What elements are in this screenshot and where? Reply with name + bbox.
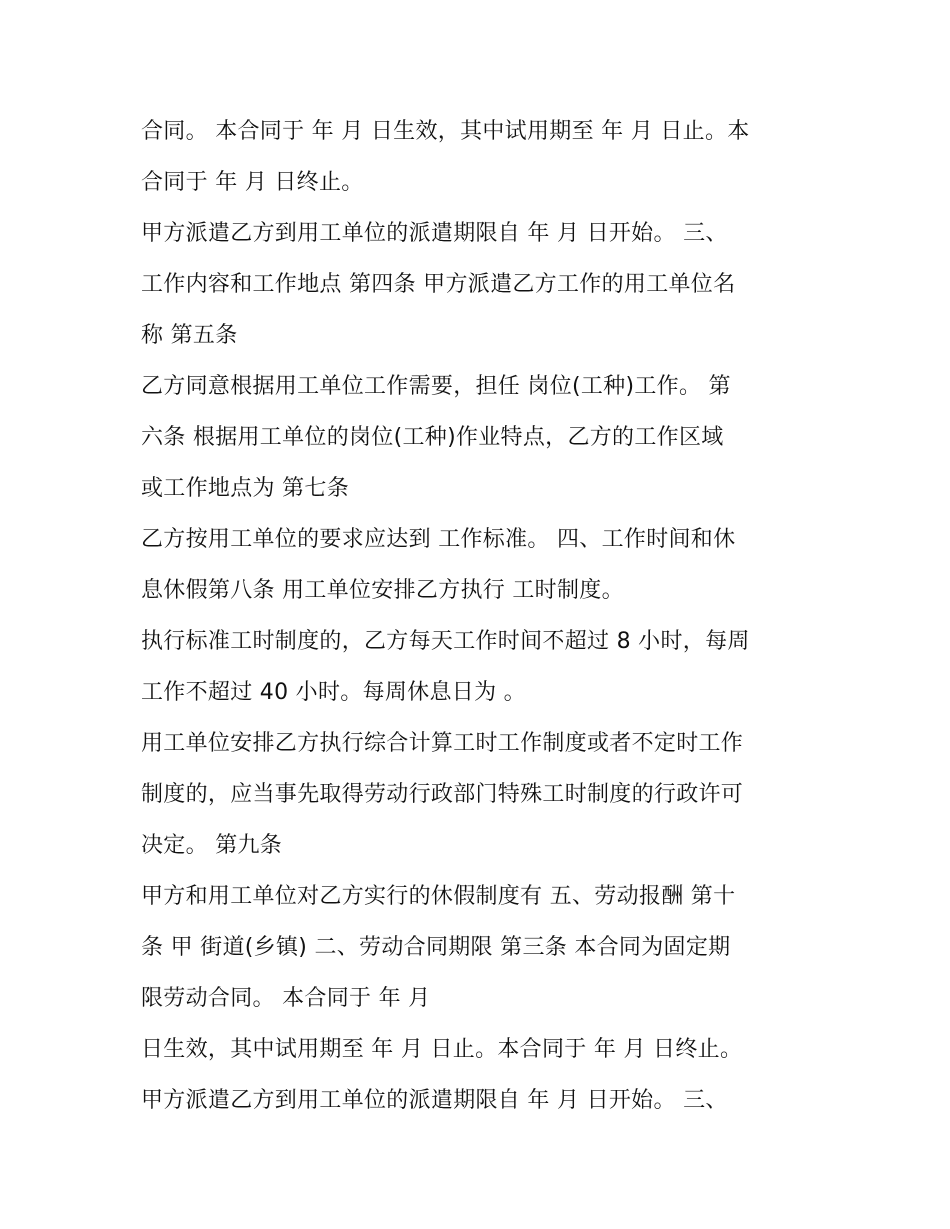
text-line: 工作内容和工作地点 第四条 甲方派遣乙方工作的用工单位名 [141,272,736,297]
text-line: 决定。 第九条 [141,833,283,858]
text-line: 乙方按用工单位的要求应达到 工作标准。 四、工作时间和休 [141,527,736,552]
text-line: 六条 根据用工单位的岗位(工种)作业特点，乙方的工作区域 [141,425,724,450]
text-line: 条 甲 街道(乡镇) 二、劳动合同期限 第三条 本合同为固定期 [141,935,731,960]
text-line: 甲方派遣乙方到用工单位的派遣期限自 年 月 日开始。 三、 [141,1088,728,1113]
text-line: 甲方和用工单位对乙方实行的休假制度有 五、劳动报酬 第十 [141,884,736,909]
text-line: 甲方派遣乙方到用工单位的派遣期限自 年 月 日开始。 三、 [141,221,728,246]
text-line: 合同。 本合同于 年 月 日生效，其中试用期至 年 月 日止。本 [141,119,750,144]
text-line: 息休假第八条 用工单位安排乙方执行 工时制度。 [141,578,624,603]
text-line: 或工作地点为 第七条 [141,476,349,501]
text-line: 乙方同意根据用工单位工作需要，担任 岗位(工种)工作。 第 [141,374,731,399]
text-line: 用工单位安排乙方执行综合计算工时工作制度或者不定时工作 [141,731,744,756]
text-line: 日生效，其中试用期至 年 月 日止。本合同于 年 月 日终止。 [141,1037,743,1062]
text-line: 限劳动合同。 本合同于 年 月 [141,986,431,1011]
text-line: 工作不超过 40 小时。每周休息日为 。 [141,680,526,705]
text-line: 制度的，应当事先取得劳动行政部门特殊工时制度的行政许可 [141,782,744,807]
text-line: 执行标准工时制度的，乙方每天工作时间不超过 8 小时，每周 [141,629,750,654]
text-line: 称 第五条 [141,323,238,348]
document-body [141,106,821,1126]
text-line: 合同于 年 月 日终止。 [141,170,364,195]
